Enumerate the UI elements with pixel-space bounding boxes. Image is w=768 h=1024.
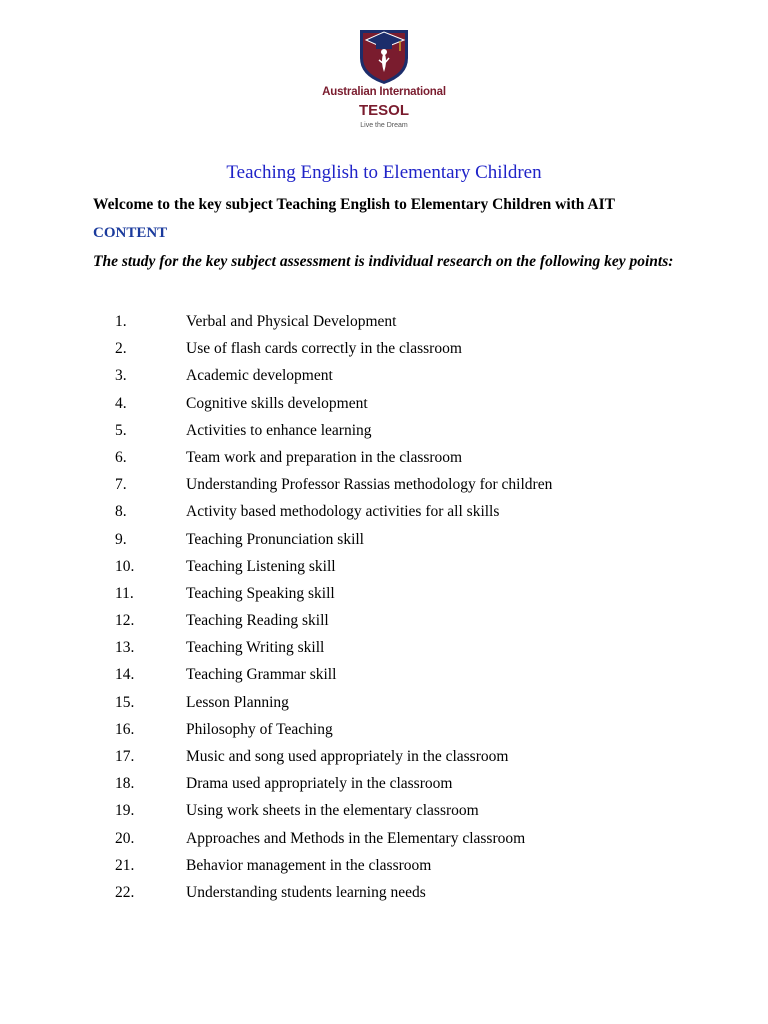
list-item bbox=[0, 775, 768, 802]
list-item bbox=[0, 802, 768, 829]
list-item-number: 4. bbox=[115, 394, 127, 412]
list-item-text: Approaches and Methods in the Elementary classroom bbox=[186, 829, 526, 847]
list-item-number: 11. bbox=[115, 584, 134, 602]
list-item-text: Understanding Professor Rassias methodology for children bbox=[186, 476, 553, 494]
intro-text: The study for the key subject assessment is individual research on the following key points: bbox=[93, 253, 674, 270]
list-item bbox=[0, 857, 768, 884]
list-item bbox=[0, 748, 768, 775]
list-item bbox=[0, 503, 768, 530]
list-item-text: Drama used appropriately in the classroom bbox=[186, 775, 453, 793]
list-item-text: Philosophy of Teaching bbox=[186, 720, 333, 738]
list-item bbox=[0, 884, 768, 911]
list-item-number: 12. bbox=[115, 612, 135, 630]
list-item bbox=[0, 666, 768, 693]
list-item-text: Team work and preparation in the classroom bbox=[186, 448, 463, 466]
list-item-text: Academic development bbox=[186, 367, 333, 385]
list-item-text: Use of flash cards correctly in the classroom bbox=[186, 340, 462, 358]
list-item bbox=[0, 476, 768, 503]
list-item-text: Cognitive skills development bbox=[186, 394, 368, 412]
list-item bbox=[0, 694, 768, 721]
list-item-number: 17. bbox=[115, 748, 135, 765]
list-item-number: 6. bbox=[115, 448, 127, 466]
list-item-text: Verbal and Physical Development bbox=[186, 313, 397, 330]
list-item-text: Activity based methodology activities for all skills bbox=[186, 503, 500, 521]
list-item bbox=[0, 585, 768, 612]
list-item-text: Teaching Listening skill bbox=[186, 557, 336, 575]
list-item-text: Teaching Speaking skill bbox=[186, 584, 335, 602]
list-item bbox=[0, 395, 768, 422]
list-item-number: 15. bbox=[115, 693, 135, 711]
list-item-number: 3. bbox=[115, 367, 127, 385]
list-item bbox=[0, 558, 768, 585]
list-item-number: 8. bbox=[115, 503, 127, 521]
list-item-number: 18. bbox=[115, 775, 135, 793]
list-item-text: Teaching Pronunciation skill bbox=[186, 530, 364, 548]
welcome-text: Welcome to the key subject Teaching English to Elementary Children with AIT bbox=[93, 196, 615, 213]
logo-line-1: Australian International bbox=[322, 86, 446, 98]
list-item-number: 10. bbox=[115, 557, 135, 575]
list-item bbox=[0, 721, 768, 748]
list-item-number: 16. bbox=[115, 720, 135, 738]
list-item-number: 22. bbox=[115, 883, 135, 901]
list-item-text: Understanding students learning needs bbox=[186, 883, 426, 901]
list-item-number: 19. bbox=[115, 802, 135, 820]
list-item bbox=[0, 340, 768, 367]
ait-tesol-logo bbox=[300, 24, 468, 136]
list-item-text: Activities to enhance learning bbox=[186, 421, 372, 439]
list-item bbox=[0, 422, 768, 449]
list-item bbox=[0, 639, 768, 666]
list-item-number: 13. bbox=[115, 639, 135, 657]
content-heading: CONTENT bbox=[93, 225, 168, 241]
logo-line-2: TESOL bbox=[358, 102, 409, 119]
list-item-text: Teaching Reading skill bbox=[186, 612, 329, 630]
list-item-text: Behavior management in the classroom bbox=[186, 856, 432, 874]
list-item bbox=[0, 612, 768, 639]
list-item-text: Lesson Planning bbox=[186, 693, 289, 711]
list-item-number: 7. bbox=[115, 476, 127, 494]
list-item-text: Using work sheets in the elementary classroom bbox=[186, 802, 479, 820]
list-item-number: 5. bbox=[115, 421, 127, 439]
list-item-number: 21. bbox=[115, 856, 135, 874]
list-item bbox=[0, 449, 768, 476]
list-item-number: 1. bbox=[115, 313, 127, 330]
list-item-number: 9. bbox=[115, 530, 127, 548]
list-item bbox=[0, 313, 768, 340]
list-item-number: 20. bbox=[115, 829, 135, 847]
list-item-number: 2. bbox=[115, 340, 127, 358]
list-item bbox=[0, 367, 768, 394]
page-title: Teaching English to Elementary Children bbox=[226, 162, 542, 183]
list-item-number: 14. bbox=[115, 666, 135, 684]
list-item-text: Music and song used appropriately in the classroom bbox=[186, 748, 509, 765]
key-points-list bbox=[0, 313, 768, 911]
list-item-text: Teaching Grammar skill bbox=[186, 666, 337, 684]
list-item bbox=[0, 830, 768, 857]
shield-icon bbox=[300, 24, 468, 86]
list-item bbox=[0, 531, 768, 558]
logo-tagline: Live the Dream bbox=[360, 122, 408, 129]
list-item-text: Teaching Writing skill bbox=[186, 639, 325, 657]
